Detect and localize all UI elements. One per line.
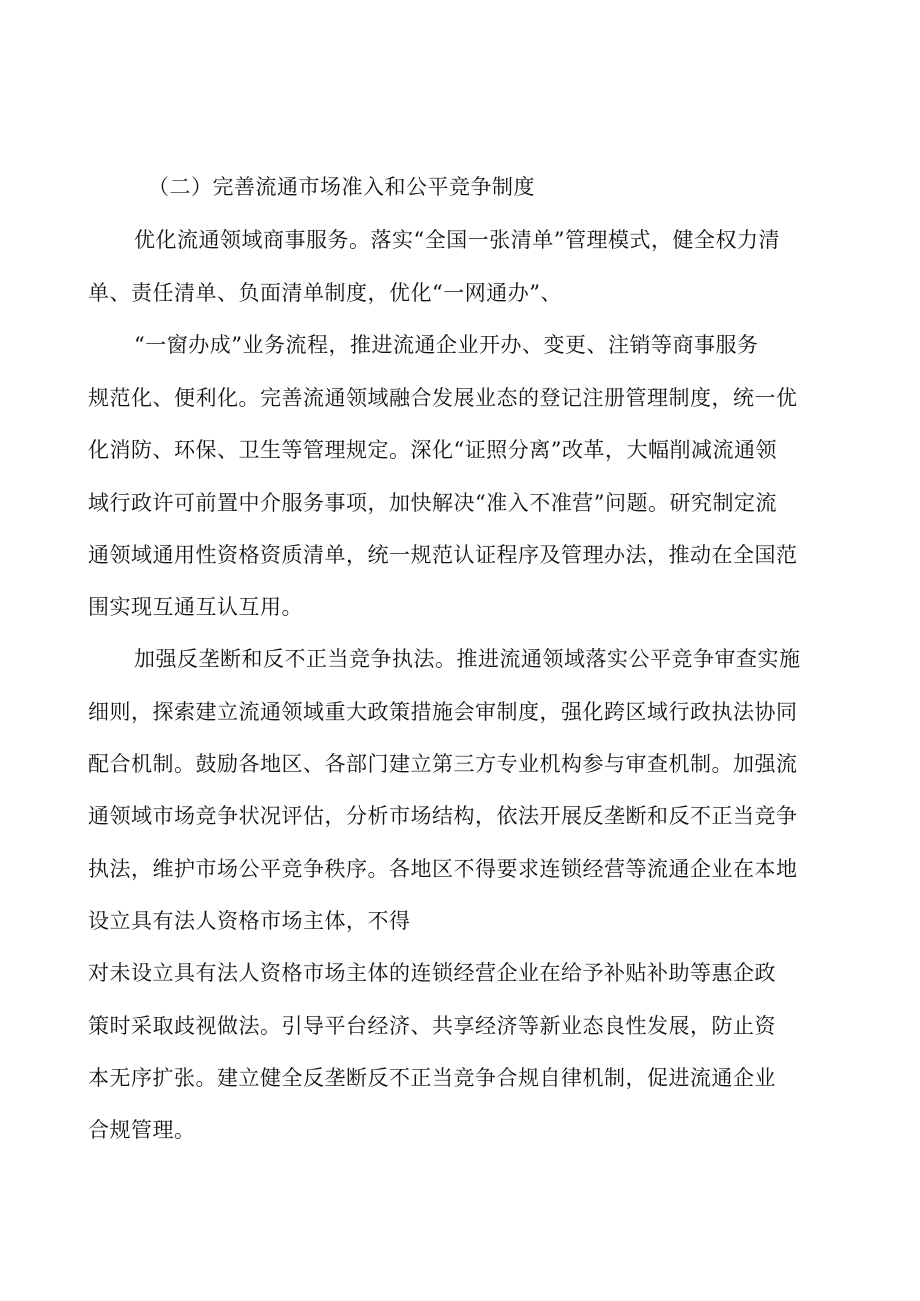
paragraph-line: 加强反垄断和反不正当竞争执法。推进流通领域落实公平竞争审查实施: [134, 647, 801, 671]
paragraph-line: 优化流通领域商事服务。落实“全国一张清单”管理模式，健全权力清: [134, 228, 780, 252]
paragraph-line: 化消防、环保、卫生等管理规定。深化“证照分离”改革，大幅削减流通领: [88, 438, 777, 462]
section-heading: （二）完善流通市场准入和公平竞争制度: [148, 175, 535, 199]
paragraph-line: 通领域通用性资格资质清单，统一规范认证程序及管理办法，推动在全国范: [88, 543, 798, 567]
paragraph-line: 单、责任清单、负面清单制度，优化“一网通办”、: [88, 281, 562, 305]
paragraph-line: 合规管理。: [88, 1118, 196, 1142]
paragraph-line: 细则，探索建立流通领域重大政策措施会审制度，强化跨区域行政执法协同: [88, 700, 798, 724]
paragraph-line: 策时采取歧视做法。引导平台经济、共享经济等新业态良性发展，防止资: [88, 1014, 776, 1038]
paragraph-line: 配合机制。鼓励各地区、各部门建立第三方专业机构参与审查机制。加强流: [88, 752, 798, 776]
paragraph-line: 通领域市场竞争状况评估，分析市场结构，依法开展反垄断和反不正当竞争: [88, 804, 798, 828]
paragraph-line: 本无序扩张。建立健全反垄断反不正当竞争合规自律机制，促进流通企业: [88, 1066, 776, 1090]
paragraph-line: 规范化、便利化。完善流通领域融合发展业态的登记注册管理制度，统一优: [88, 386, 798, 410]
paragraph-line: 设立具有法人资格市场主体，不得: [88, 909, 411, 933]
paragraph-line: “一窗办成”业务流程，推进流通企业开办、变更、注销等商事服务: [134, 333, 759, 357]
paragraph-line: 执法，维护市场公平竞争秩序。各地区不得要求连锁经营等流通企业在本地: [88, 857, 798, 881]
paragraph-line: 域行政许可前置中介服务事项，加快解决“准入不准营”问题。研究制定流: [88, 491, 777, 515]
paragraph-line: 对未设立具有法人资格市场主体的连锁经营企业在给予补贴补助等惠企政: [88, 961, 776, 985]
paragraph-line: 围实现互通互认互用。: [88, 595, 303, 619]
